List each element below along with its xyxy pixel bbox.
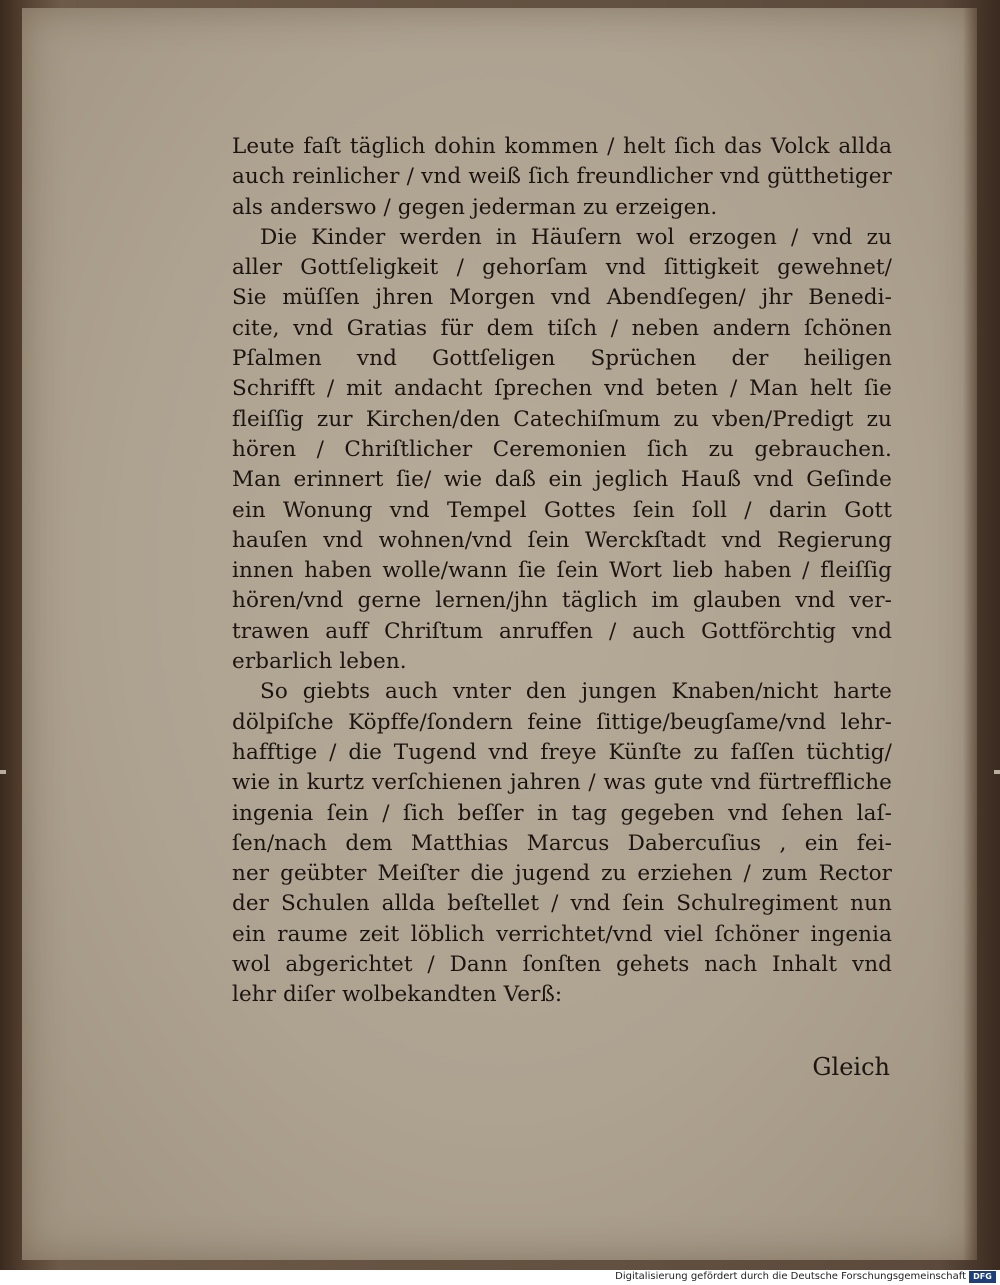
text-line: hören/vnd gerne lernen/jhn täglich im glauben vnd ver- xyxy=(232,588,892,614)
text-line: Schrifft / mit andacht ſprechen vnd beten / Man helt ſie xyxy=(232,376,892,402)
paragraph xyxy=(232,132,892,223)
body-text xyxy=(232,132,892,1011)
text-line: dölpiſche Köpffe/ſondern feine ſittige/beugſame/vnd lehr- xyxy=(232,709,892,735)
text-line: aller Gottſeligkeit / gehorſam vnd ſittigkeit gewehnet/ xyxy=(232,255,892,281)
text-line: ingenia ſein / ſich beſſer in tag gegeben vnd ſehen laſ- xyxy=(232,800,892,826)
text-line: erbarlich leben. xyxy=(232,649,407,675)
text-line: Man erinnert ſie/ wie daß ein jeglich Hauß vnd Geſinde xyxy=(232,467,892,493)
text-line: Sie müſſen jhren Morgen vnd Abendſegen/ jhr Benedi- xyxy=(232,285,892,311)
text-line: ein raume zeit löblich verrichtet/vnd viel ſchöner ingenia xyxy=(232,921,892,947)
text-line: der Schulen allda beſtellet / vnd ſein Schulregiment nun xyxy=(232,891,892,917)
digitization-footer xyxy=(0,1270,1000,1285)
text-line: Pſalmen vnd Gottſeligen Sprüchen der heiligen xyxy=(232,346,892,372)
text-line: hören / Chriſtlicher Ceremonien ſich zu gebrauchen. xyxy=(232,436,892,462)
text-line: Leute faſt täglich dohin kommen / helt ſich das Volck allda xyxy=(232,134,892,159)
text-line: auch reinlicher / vnd weiß ſich freundlicher vnd gütthetiger xyxy=(232,164,892,190)
text-line: ner geübter Meiſter die jugend zu erziehen / zum Rector xyxy=(232,861,892,887)
text-line: als anderswo / gegen jederman zu erzeigen. xyxy=(232,194,718,220)
page-spine-shadow xyxy=(963,8,977,1260)
dfg-logo-icon: DFG xyxy=(969,1271,996,1283)
text-line: wol abgerichtet / Dann ſonſten gehets nach Inhalt vnd xyxy=(232,952,892,978)
text-line: innen haben wolle/wann ſie ſein Wort lieb haben / fleiſſig xyxy=(232,558,892,584)
paragraph xyxy=(232,677,892,1010)
text-line: lehr diſer wolbekandten Verß: xyxy=(232,982,563,1008)
text-line: Die Kinder werden in Häuſern wol erzogen / vnd zu xyxy=(260,224,892,250)
text-line: cite, vnd Gratias für dem tiſch / neben andern ſchönen xyxy=(232,315,892,341)
text-line: hauſen vnd wohnen/vnd ſein Werckſtadt vnd Regierung xyxy=(232,527,892,553)
edge-mark xyxy=(994,770,1000,774)
text-line: ein Wonung vnd Tempel Gottes ſein ſoll / darin Gott xyxy=(232,497,892,523)
paragraph xyxy=(232,223,892,677)
footer-credit: Digitalisierung gefördert durch die Deutsche Forschungsgemeinschaft xyxy=(615,1271,966,1282)
edge-mark xyxy=(0,770,6,774)
text-line: trawen auff Chriſtum anruffen / auch Gottförchtig vnd xyxy=(232,618,892,644)
text-line: fleiſſig zur Kirchen/den Catechiſmum zu vben/Predigt zu xyxy=(232,406,892,432)
catchword: Gleich xyxy=(812,1053,890,1081)
text-line: So giebts auch vnter den jungen Knaben/nicht harte xyxy=(260,679,892,705)
text-line: ſen/nach dem Matthias Marcus Dabercuſius , ein fei- xyxy=(232,830,892,856)
text-line: hafftige / die Tugend vnd freye Künſte zu faſſen tüchtig/ xyxy=(232,739,892,765)
text-line: wie in kurtz verſchienen jahren / was gute vnd fürtreffliche xyxy=(232,770,892,796)
